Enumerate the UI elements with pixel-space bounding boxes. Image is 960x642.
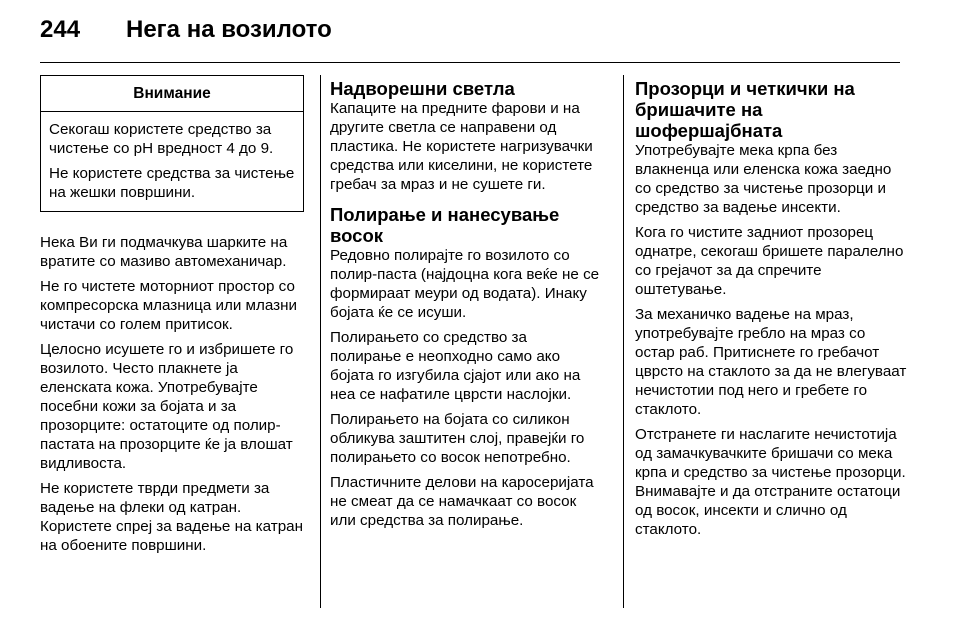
page-number: 244 — [40, 16, 81, 43]
warning-paragraph: Не користете средства за чистење на жешки површини. — [49, 165, 295, 201]
body-paragraph: Не користете тврди предмети за вадење на флеки од катран. Користете спреј за вадење на катран на обоените површини. — [40, 480, 303, 554]
section-heading-polishing: Полирање и нанесување восок — [330, 204, 560, 246]
body-paragraph: Полирањето на бојата со силикон обликува заштитен слој, правејќи го полирањето со восок непотребно. — [330, 411, 585, 466]
warning-paragraph: Секогаш користете средство за чистење со pH вредност 4 до 9. — [49, 121, 274, 157]
body-paragraph: Полирањето со средство за полирање е неопходно само ако бојата го изгубила сјајот или ако на неа се нафатиле цврсти наслојки. — [330, 329, 581, 403]
column-divider-right — [623, 75, 624, 608]
body-paragraph: Пластичните делови на каросеријата не смеат да се намачкаат со восок или средства за полирање. — [330, 474, 594, 529]
body-paragraph: За механичко вадење на мраз, употребувајте гребло на мраз со остар раб. Притиснете го гребачот цврсто на стаклото за да не влегуваат нечистотии под него и гребете го стаклото. — [635, 306, 907, 418]
header-divider — [40, 62, 900, 63]
column-divider-left — [320, 75, 321, 608]
body-paragraph: Отстранете ги наслагите нечистотија од замачкувачките бришачи со мека крпа и средство за чистење прозорци. Внимавајте и да отстраните остатоци од восок, инсекти и слично од стаклото. — [635, 426, 906, 538]
warning-title: Внимание — [41, 76, 303, 112]
warning-box — [40, 75, 304, 212]
section-heading-exterior-lights: Надворешни светла — [330, 78, 515, 99]
column-3 — [635, 78, 907, 545]
column-2 — [330, 78, 602, 536]
body-paragraph: Капаците на предните фарови и на другите светла се направени од пластика. Не користете нагризувачки средства или киселини, не користете гребач за мраз и не сушете ги. — [330, 100, 593, 193]
body-paragraph: Не го чистете моторниот простор со компресорска млазница или млазни чистачи со голем притисок. — [40, 278, 297, 333]
body-paragraph: Редовно полирајте го возилото со полир-паста (најдоцна кога веќе не се формираат меури од водата). Инаку бојата ќе се исуши. — [330, 247, 600, 321]
body-paragraph: Нека Ви ги подмачкува шарките на вратите со мазиво автомеханичар. — [40, 234, 288, 270]
page-header — [40, 16, 332, 44]
body-paragraph: Кога го чистите задниот прозорец однатре, секогаш бришете паралелно со грејачот за да спречите оштетување. — [635, 224, 904, 298]
body-paragraph: Целосно исушете го и избришете го возилото. Често плакнете ја еленската кожа. Употребувајте посебни кожи за бојата и за прозорците: остатоците од полир-пастата на прозорците ќе ја влошат видливоста. — [40, 341, 294, 472]
warning-body — [41, 112, 303, 211]
column-1 — [40, 78, 310, 561]
section-heading-windows-wipers: Прозорци и четкички на бришачите на шофершајбната — [635, 78, 855, 141]
page-title: Нега на возилото — [126, 16, 332, 43]
body-paragraph: Употребувајте мека крпа без влакненца или еленска кожа заедно со средство за чистење прозорци и средство за вадење инсекти. — [635, 142, 892, 216]
